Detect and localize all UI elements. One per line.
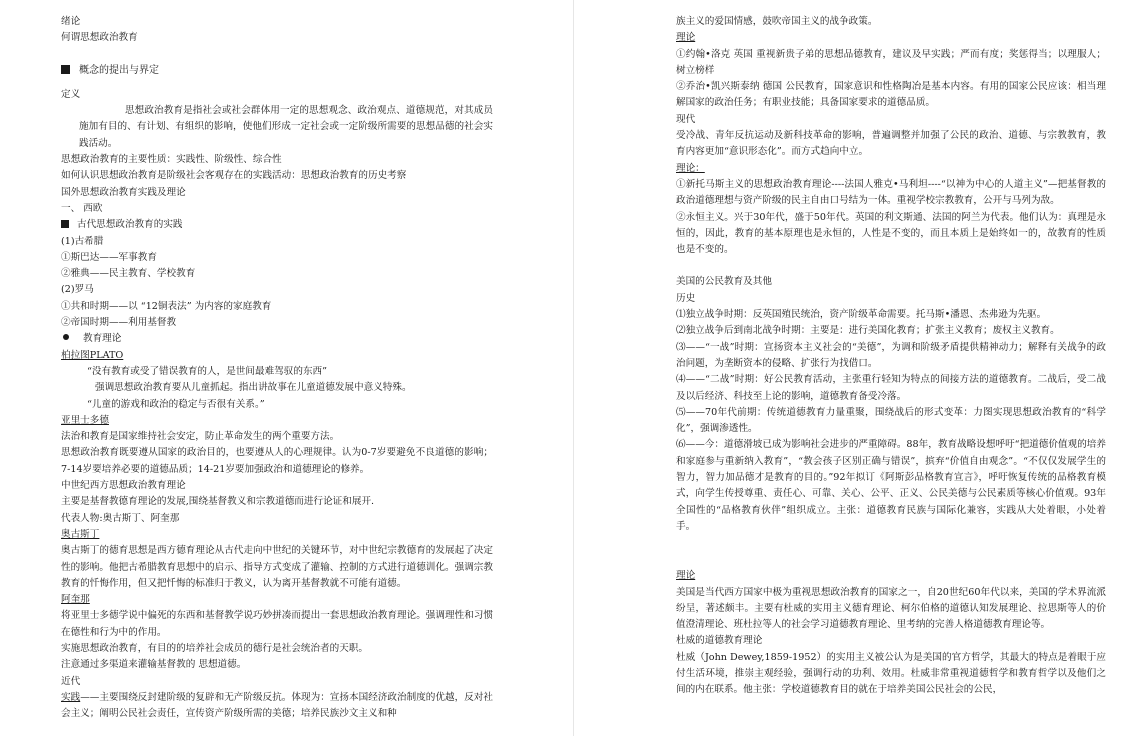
plato-quote-1: “没有教育或受了错误教育的人，是世间最难驾驭的东西” (87, 365, 328, 377)
rome-line: (2)罗马 (61, 284, 94, 296)
square-bullet-icon (61, 220, 69, 228)
history-item-2: ⑵独立战争后到南北战争时期：主要是：进行美国化教育；扩张主义教育；废权主义教育。 (676, 325, 1060, 337)
us-theory-paragraph: 美国是当代西方国家中极为重视思想政治教育的国家之一，自20世纪60年代以来，美国的学术界流派纷呈，著述颇丰。主要有杜威的实用主义德育理论、柯尔伯格的道德认知发展理论、拉思斯等人的价值澄清理论、班杜拉等人的社会学习道德教育理论、里考纳的完善人格道德教育理论等。 (676, 586, 1106, 631)
round-bullet-icon (63, 334, 69, 340)
medieval-main: 主要是基督教德育理论的发展,围绕基督教义和宗教道德而进行论证和展开. (61, 496, 375, 508)
ancient-heading: 古代思想政治教育的实践 (61, 217, 493, 233)
augustine-text: 奥古斯丁的德育思想是西方德育理论从古代走向中世纪的关键环节，对中世纪宗教德育的发展起了决定性的影响。他把古希腊教育思想中的启示、指导方式变成了灌输、控制的方式进行道德训化。强调宗教教育的忏悔作用，但又把忏悔的标准归于教义，认为离开基督教就不可能有道德。 (61, 545, 493, 589)
chapter-subtitle: 何谓思想政治教育 (61, 32, 138, 44)
modern-heading: 近代 (61, 675, 81, 687)
kerschensteiner-paragraph: ②乔治•凯兴斯泰纳 德国 公民教育，国家意识和性格陶冶是基本内容。有用的国家公民应该：相当理解国家的政治任务；有职业技能；具备国家要求的道德品质。 (676, 81, 1106, 109)
plato-quote-3: “儿童的游戏和政治的稳定与否很有关系。” (87, 398, 265, 410)
foreign-heading: 国外思想政治教育实践及理论 (61, 186, 186, 198)
west-heading: 一、 西欧 (61, 202, 103, 214)
history-item-3: ⑶——“一战”时期：宣扬资本主义社会的“美德”，为调和阶级矛盾提供精神动力；解释有关战争的政治问题，为垄断资本的侵略、扩张行为找借口。 (676, 341, 1106, 369)
plato-heading: 柏拉图PLATO (61, 349, 124, 361)
theory-heading-2: 理论： (676, 162, 705, 174)
square-bullet-icon (61, 65, 70, 74)
empire-line: ②帝国时期——利用基督教 (61, 317, 177, 329)
continued-line: 族主义的爱国情感，鼓吹帝国主义的战争政策。 (676, 16, 878, 27)
theory-heading: 教育理论 (61, 331, 493, 347)
modern-paragraph: 受冷战、青年反抗运动及新科技革命的影响，普遍调整并加强了公民的政治、道德、与宗教教育，教育内容更加“意识形态化”。而方式趋向中立。 (676, 130, 1106, 158)
aquinas-line-2: 实施思想政治教育，有目的的培养社会成员的德行是社会统治者的天职。 (61, 642, 368, 654)
theory-heading: 理论 (676, 32, 696, 44)
history-item-5: ⑸——70年代前期：传统道德教育力量重聚，围绕战后的形式变革：力图实现思想政治教育的“科学化”，强调渗透性。 (676, 406, 1106, 435)
aristotle-heading: 亚里士多德 (61, 414, 109, 426)
dewey-paragraph: 杜威（John Dewey,1859-1952）的实用主义被公认为是美国的官方哲学，其最大的特点是着眼于应付生活环境，推崇主观经验，强调行动的功利、效用。杜威非常重视道德哲学和教育哲学以及他们之间的内在联系。他主张：学校道德教育目的就在于培养美国公民社会的公民， (676, 651, 1106, 696)
aquinas-line-1: 将亚里士多德学说中偏死的东西和基督教学说巧妙拼凑而提出一套思想政治教育理论。强调理性和习惯在德性和行为中的作用。 (61, 610, 493, 638)
us-heading: 美国的公民教育及其他 (676, 276, 772, 288)
nature-line: 思想政治教育的主要性质：实践性、阶级性、综合性 (61, 154, 282, 166)
us-theory-heading: 理论 (676, 570, 696, 582)
definition-label: 定义 (61, 88, 81, 100)
right-page (574, 0, 1148, 736)
dewey-heading: 杜威的道德教育理论 (676, 635, 763, 647)
history-heading: 历史 (676, 292, 696, 304)
section-heading: 概念的提出与界定 (61, 63, 493, 79)
athens-line: ②雅典——民主教育、学校教育 (61, 268, 196, 280)
aquinas-line-3: 注意通过多渠道来灌输基督教的 思想道德。 (61, 659, 247, 671)
aristotle-line-1: 法治和教育是国家维持社会安定，防止革命发生的两个重要方法。 (61, 431, 340, 443)
augustine-heading: 奥古斯丁 (61, 528, 100, 540)
definition-text: 思想政治教育是指社会或社会群体用一定的思想观念、政治观点、道德规范，对其成员施加有目的、有计划、有组织的影响，使他们形成一定社会或一定阶级所需要的思想品德的社会实践活动。 (79, 105, 493, 149)
maritain-paragraph: ①新托马斯主义的思想政治教育理论----法国人雅克•马利坦----“以神为中心的人道主义”—把基督教的政治道德理想与资产阶级的民主自由口号结为一体。重视学校宗教教育，公开与马列为敌。 (676, 178, 1106, 207)
medieval-heading: 中世纪西方思想政治教育理论 (61, 480, 186, 492)
aquinas-heading: 阿奎那 (61, 594, 90, 606)
locke-paragraph: ①约翰•洛克 英国 重视新贵子弟的思想品德教育，建议及早实践；严而有度；奖惩得当；以理服人；树立榜样 (676, 48, 1106, 76)
greece-line: (1)古希腊 (61, 235, 104, 247)
republic-line: ①共和时期——以 “12铜表法” 为内容的家庭教育 (61, 300, 272, 312)
modern-heading: 现代 (676, 113, 696, 125)
plato-quote-2: 强调思想政治教育要从儿童抓起。指出讲故事在儿童道德发展中意义特殊。 (95, 382, 412, 394)
sparta-line: ①斯巴达——军事教育 (61, 251, 157, 263)
right-column (676, 14, 1106, 699)
history-item-1: ⑴独立战争时期：反英国殖民统治，资产阶级革命需要。托马斯•潘恩、杰弗逊为先驱。 (676, 309, 1047, 321)
left-column (61, 14, 493, 722)
perennialism-paragraph: ②永恒主义。兴于30年代，盛于50年代。英国的利文斯通、法国的阿兰为代表。他们认为：真理是永恒的，因此，教育的基本原理也是永恒的，人性是不变的，而且本质上是始终如一的，故教育的性质也是不变的。 (676, 211, 1106, 256)
aristotle-line-2: 思想政治教育既要遵从国家的政治目的，也要遵从人的心理规律。认为0-7岁要避免不良道德的影响；7-14岁要培养必要的道德品质；14-21岁要加强政治和道德理论的修养。 (61, 447, 493, 475)
history-item-4: ⑷——“二战”时期：好公民教育活动，主张重行轻知为特点的间接方法的道德教育。二战后，受二战及以后经济、科技至上论的影响，道德教育备受冷落。 (676, 374, 1106, 402)
practice-paragraph: 实践——主要围绕反封建阶级的复辟和无产阶级反抗。体现为：宣扬本国经济政治制度的优越，反对社会主义；阐明公民社会责任，宣传资产阶级所需的美德；培养民族沙文主义和种 (61, 691, 494, 720)
history-item-6: ⑹——今：道德滑坡已成为影响社会进步的严重障碍。88年，教育战略设想呼吁“把道德价值观的培养和家庭参与重新纳入教育”，“教会孩子区别正确与错误”，摈弃“价值自由观念”。“不仅仅发展学生的智力，智力加品德才是教育的目的。”92年拟订《阿斯彭品格教育宣言》，呼吁恢复传统的品格教育模式，向学生传授尊重、责任心、可靠、关心、公平、正义、公民美德与公民素质等核心价值观。93年 全国性的“品格教育伙伴”组织成立。主张：道德教育民族与国际化兼容，实践从大处着眼，小处着手。 (676, 439, 1106, 532)
howto-line: 如何认识思想政治教育是阶级社会客观存在的实践活动：思想政治教育的历史考察 (61, 170, 407, 182)
representatives: 代表人物:奥古斯丁、阿奎那 (61, 512, 180, 524)
chapter-title: 绪论 (61, 16, 81, 27)
